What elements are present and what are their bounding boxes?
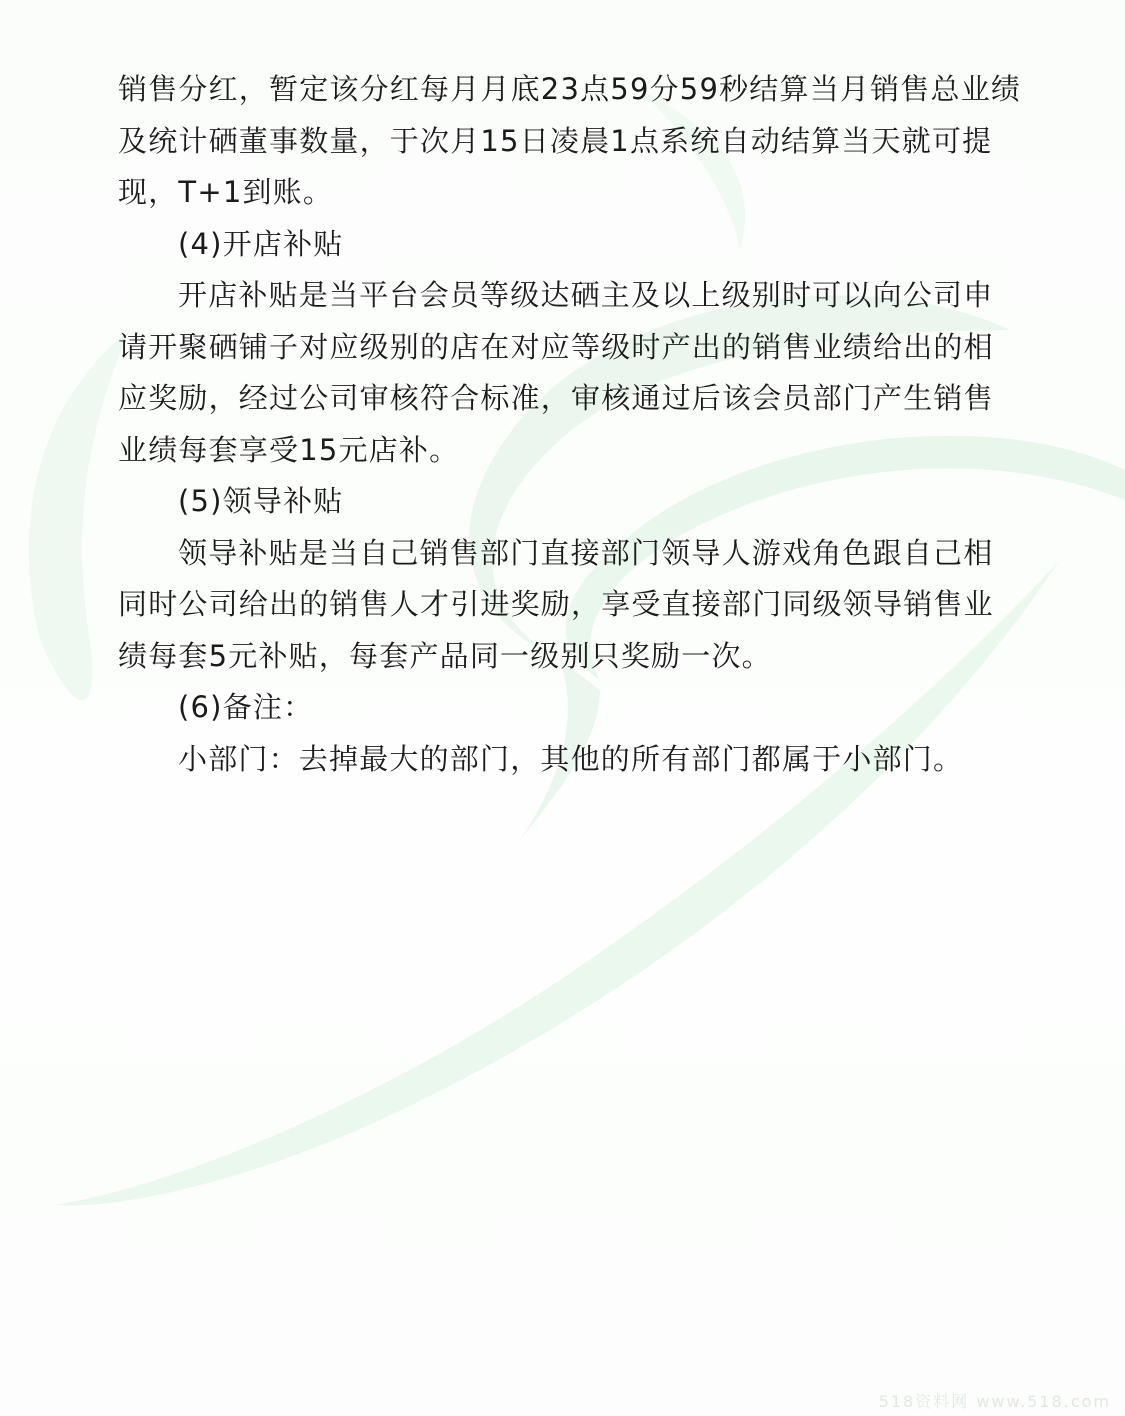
section-heading-notes: (6)备注： bbox=[178, 690, 314, 724]
section-heading-leader-subsidy: (5)领导补贴 bbox=[178, 484, 344, 518]
document-body bbox=[118, 64, 1022, 785]
text-line-2: 及统计硒董事数量，于次月15日凌晨1点系统自动结算当天就可提 bbox=[118, 123, 993, 158]
text-line-10: 领导补贴是当自己销售部门直接部门领导人游戏角色跟自己相 bbox=[178, 535, 994, 570]
text-line-3: 现，T+1到账。 bbox=[118, 175, 334, 209]
text-line-5: 开店补贴是当平台会员等级达硒主及以上级别时可以向公司申 bbox=[178, 278, 994, 312]
text-line-11: 同时公司给出的销售人才引进奖励，享受直接部门同级领导销售业 bbox=[118, 587, 994, 621]
text-line-8: 业绩每套享受15元店补。 bbox=[118, 432, 460, 467]
text-line-6: 请开聚硒铺子对应级别的店在对应等级时产出的销售业绩给出的相 bbox=[118, 329, 994, 364]
site-watermark: 518资料网 www.518.com bbox=[878, 1392, 1111, 1411]
text-line-1: 销售分红，暂定该分红每月月底23点59分59秒结算当月销售总业绩 bbox=[118, 72, 1022, 106]
text-line-12: 绩每套5元补贴，每套产品同一级别只奖励一次。 bbox=[118, 638, 772, 673]
text-line-7: 应奖励，经过公司审核符合标准，审核通过后该会员部门产生销售 bbox=[118, 381, 994, 415]
text-line-14: 小部门：去掉最大的部门，其他的所有部门都属于小部门。 bbox=[178, 741, 964, 776]
section-heading-store-subsidy: (4)开店补贴 bbox=[178, 226, 344, 261]
